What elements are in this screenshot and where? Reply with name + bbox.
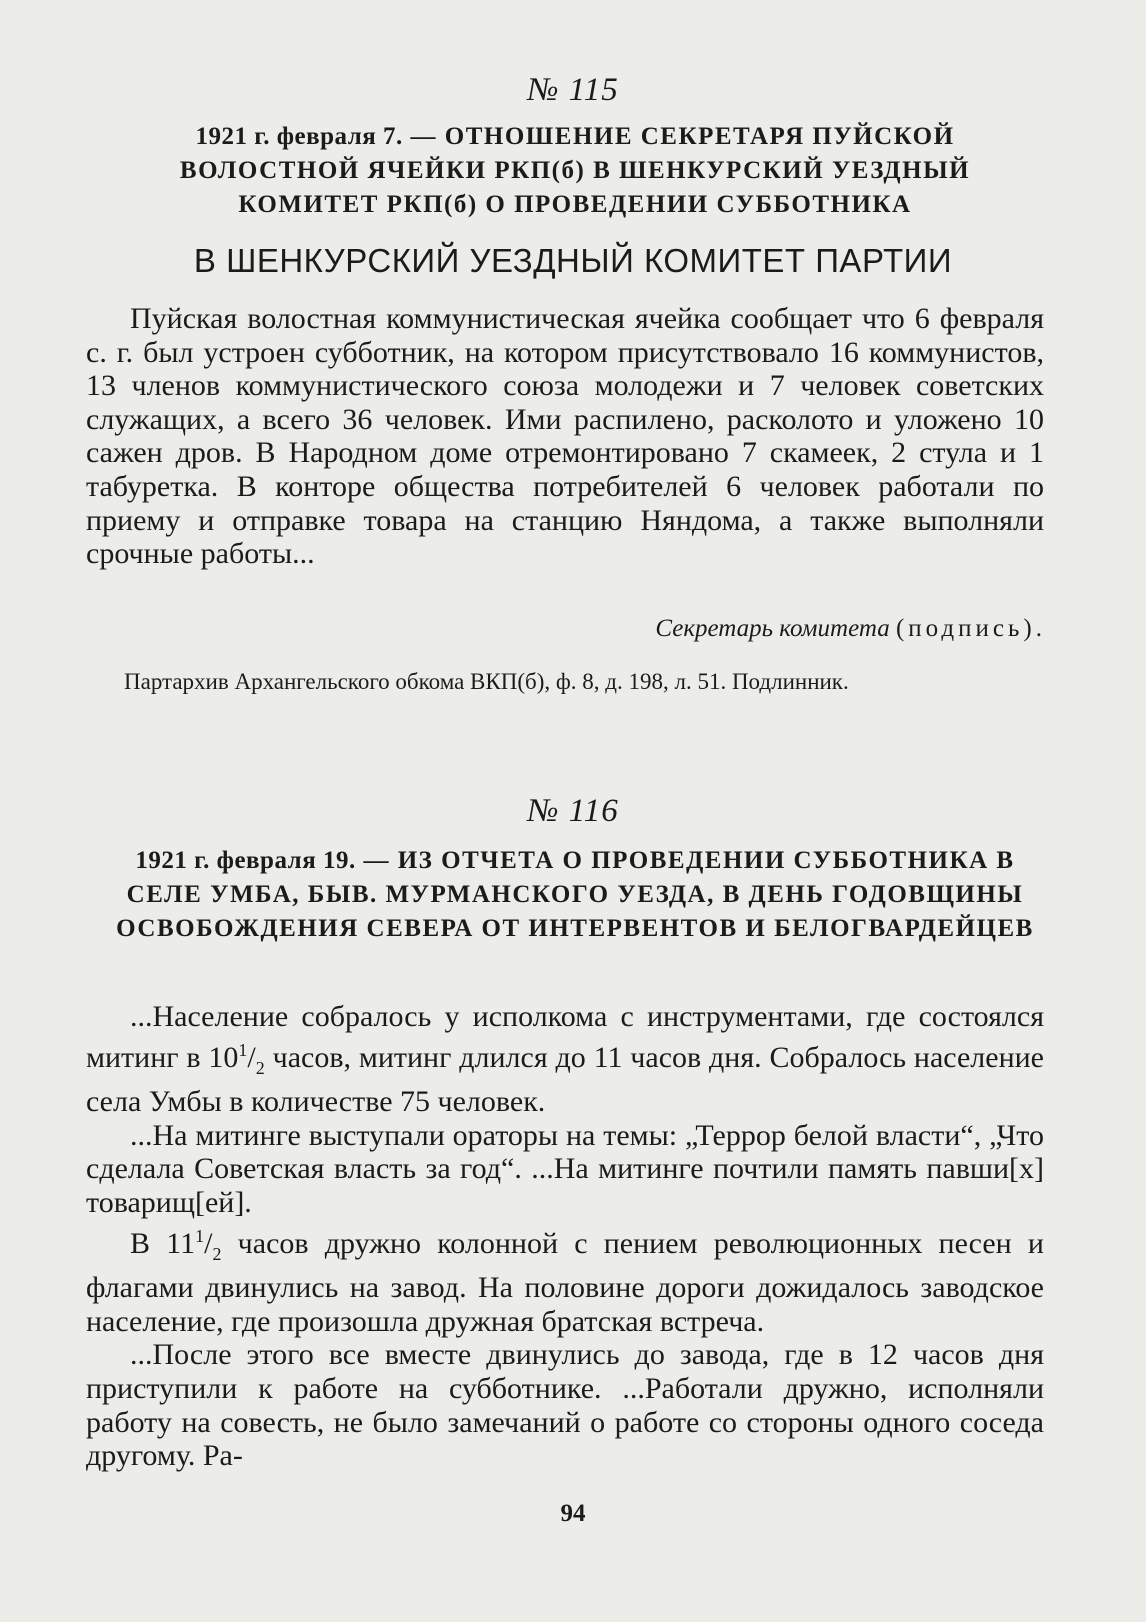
- document-date-116: 1921 г. февраля 19.: [135, 847, 356, 874]
- paragraph: [86, 1000, 1044, 1119]
- document-heading-116: [110, 844, 1040, 946]
- archive-source: Партархив Архангельского обкома ВКП(б), ф. 8, д. 198, л. 51. Подлинник.: [124, 669, 849, 694]
- document-title-115: — ОТНОШЕНИЕ СЕКРЕТАРЯ ПУЙСКОЙ ВОЛОСТНОЙ ЯЧЕЙКИ РКП(б) В ШЕНКУРСКИЙ УЕЗДНЫЙ КОМИТЕТ РКП(б) О ПРОВЕДЕНИИ СУББОТНИКА: [179, 123, 971, 218]
- document-date-115: 1921 г. февраля 7.: [195, 123, 403, 150]
- paragraph: [86, 1220, 1044, 1339]
- paragraph: ...После этого все вместе двинулись до завода, где в 12 часов дня приступили к работе на субботнике. ...Работали дружно, исполняли работу на совесть, не было замечаний о работе со стороны одного соседа другому. Ра-: [86, 1338, 1044, 1473]
- text-run: часов дружно колонной с пением революционных песен и флагами двинулись на завод. На половине дороги дожидалось заводское население, где произошла дружная братская встреча.: [86, 1226, 1044, 1338]
- fraction-denominator: 2: [255, 1057, 265, 1078]
- document-body-116: [86, 1000, 1044, 1473]
- paragraph: Пуйская волостная коммунистическая ячейка сообщает что 6 февраля с. г. был устроен субботник, на котором присутствовало 16 коммунистов, 13 членов коммунистического союза молодежи и 7 человек советских служащих, а всего 36 человек. Ими распилено, расколото и уложено 10 сажен дров. В Народном доме отремонтировано 7 скамеек, 2 стула и 1 табуретка. В конторе общества потребителей 6 человек работали по приему и отправке товара на станцию Няндома, а также выполняли срочные работы...: [86, 302, 1044, 571]
- fraction-slash: /: [247, 1040, 256, 1074]
- signature-role: Секретарь комитета: [655, 615, 890, 642]
- document-body-115: [86, 302, 1044, 571]
- document-number-115: № 115: [527, 72, 619, 108]
- fraction-denominator: 2: [212, 1243, 222, 1264]
- document-number-116: № 116: [527, 793, 619, 829]
- signature-note: (подпись).: [895, 615, 1046, 642]
- fraction-slash: /: [204, 1226, 213, 1260]
- page-number: 94: [560, 1500, 586, 1527]
- document-heading-115: [110, 120, 1040, 222]
- signature-line: [655, 615, 1046, 643]
- text-run: ...Население собралось у исполкома с инструментами, где состоялся митинг в 10: [86, 1000, 1044, 1074]
- text-run: В 11: [130, 1226, 196, 1260]
- fraction-numerator: 1: [195, 1225, 205, 1246]
- addressee: В ШЕНКУРСКИЙ УЕЗДНЫЙ КОМИТЕТ ПАРТИИ: [193, 242, 953, 279]
- paragraph: ...На митинге выступали ораторы на темы: „Террор белой власти“, „Что сделала Советская власть за год“. ...На митинге почтили память павши[х] товарищ[ей].: [86, 1118, 1044, 1219]
- document-title-116: — ИЗ ОТЧЕТА О ПРОВЕДЕНИИ СУББОТНИКА В СЕЛЕ УМБА, БЫВ. МУРМАНСКОГО УЕЗДА, В ДЕНЬ ГОДОВЩИНЫ ОСВОБОЖДЕНИЯ СЕВЕРА ОТ ИНТЕРВЕНТОВ И БЕЛОГВАРДЕЙЦЕВ: [116, 847, 1034, 942]
- text-run: часов, митинг длился до 11 часов дня. Собралось население села Умбы в количестве 75 человек.: [86, 1040, 1044, 1119]
- fraction-numerator: 1: [238, 1039, 248, 1060]
